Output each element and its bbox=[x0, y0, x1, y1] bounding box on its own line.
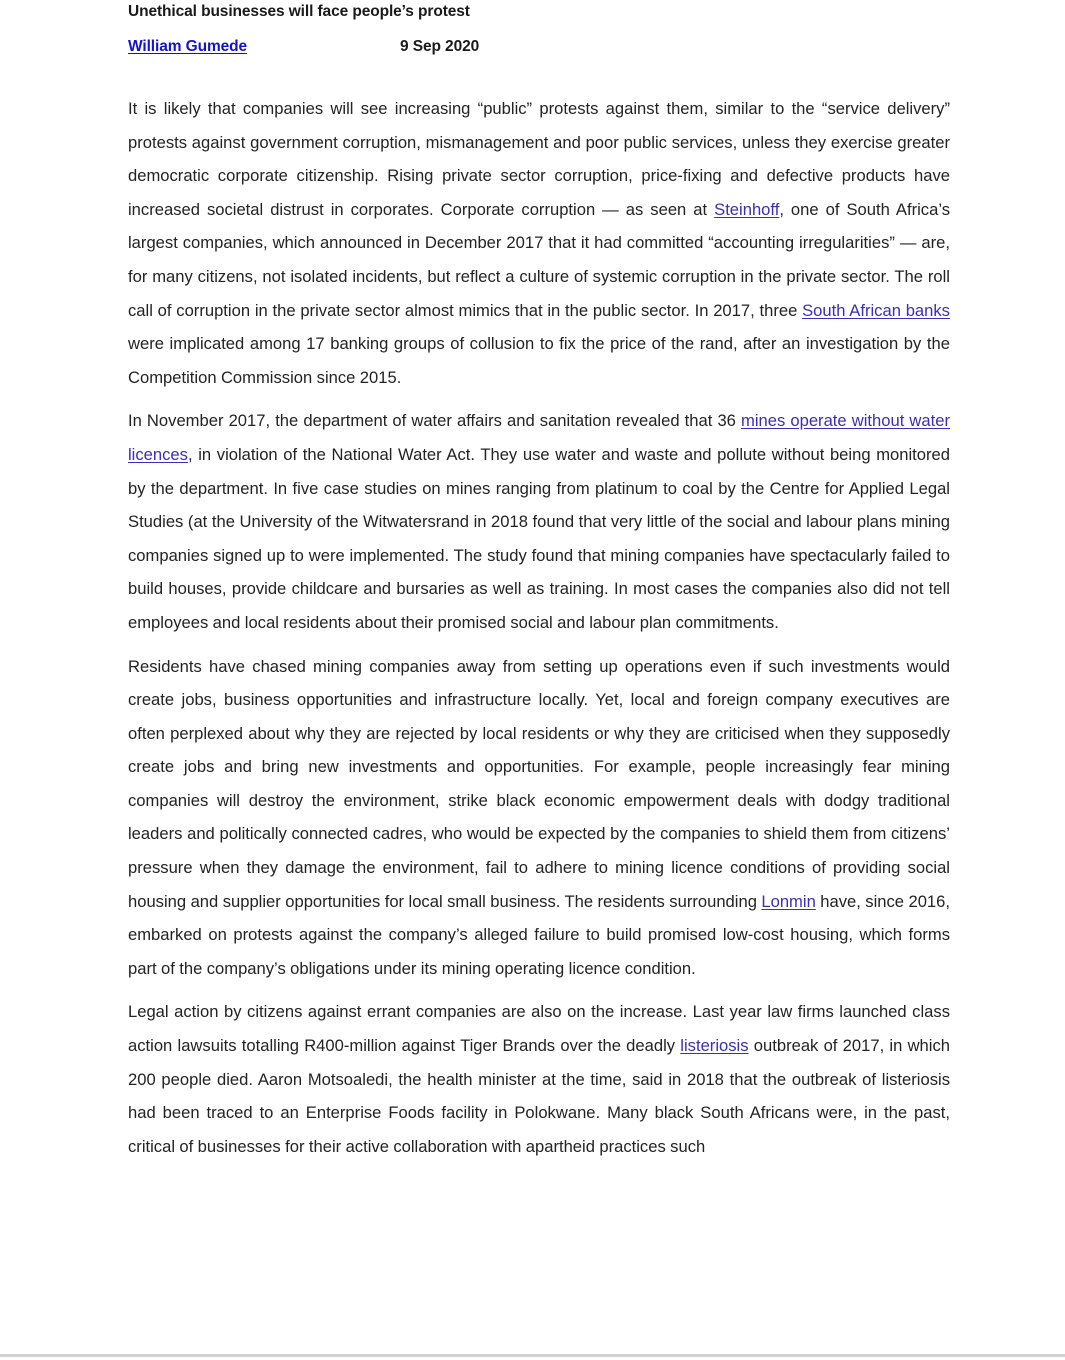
paragraph: In November 2017, the department of water affairs and sanitation revealed that 36 mines operate without water licences, in violation of the National Water Act. They use water and waste and pollute without being monitored by the department. In five case studies on mines ranging from platinum to coal by the Centre for Applied Legal Studies (at the University of the Witwatersrand in 2018 found that very little of the social and labour plans mining companies signed up to were implemented. The study found that mining companies have spectacularly failed to build houses, provide childcare and bursaries as well as training. In most cases the companies also did not tell employees and local residents about their promised social and labour plan commitments. bbox=[128, 411, 950, 632]
inline-link[interactable]: mines operate without water licences bbox=[128, 411, 950, 464]
paragraph: Residents have chased mining companies away from setting up operations even if such investments would create jobs, business opportunities and infrastructure locally. Yet, local and foreign company executives are often perplexed about why they are rejected by local residents or why they are criticised when they supposedly create jobs and bring new investments and opportunities. For example, people increasingly fear mining companies will destroy the environment, strike black economic empowerment deals with dodgy traditional leaders and politically connected cadres, who would be expected by the companies to shield them from citizens’ pressure when they damage the environment, fail to adhere to mining licence conditions of providing social housing and supplier opportunities for local small business. The residents surrounding Lonmin have, since 2016, embarked on protests against the company’s alleged failure to build promised low-cost housing, which forms part of the company’s obligations under its mining operating licence condition. bbox=[128, 656, 950, 978]
publication-date: 9 Sep 2020 bbox=[400, 38, 480, 55]
inline-link[interactable]: Steinhoff bbox=[714, 199, 780, 219]
inline-link[interactable]: South African banks bbox=[802, 300, 950, 320]
article-body bbox=[128, 92, 950, 1163]
paragraph: Legal action by citizens against errant companies are also on the increase. Last year law firms launched class action lawsuits totalling R400-million against Tiger Brands over the deadly listeriosis outbreak of 2017, in which 200 people died. Aaron Motsoaledi, the health minister at the time, said in 2018 that the outbreak of listeriosis had been traced to an Enterprise Foods facility in Polokwane. Many black South Africans were, in the past, critical of businesses for their active collaboration with apartheid practices such bbox=[128, 1002, 950, 1156]
page-title: Unethical businesses will face people’s protest bbox=[128, 3, 470, 20]
author-link[interactable]: William Gumede bbox=[128, 38, 248, 55]
inline-link[interactable]: listeriosis bbox=[680, 1036, 749, 1056]
page-divider bbox=[0, 1354, 1065, 1357]
paragraph: It is likely that companies will see increasing “public” protests against them, similar to the “service delivery” protests against government corruption, mismanagement and poor public services, unless they exercise greater democratic corporate citizenship. Rising private sector corruption, price-fixing and defective products have increased societal distrust in corporates. Corporate corruption — as seen at Steinhoff, one of South Africa’s largest companies, which announced in December 2017 that it had committed “accounting irregularities” — are, for many citizens, not isolated incidents, but reflect a culture of systemic corruption in the private sector. The roll call of corruption in the private sector almost mimics that in the public sector. In 2017, three South African banks were implicated among 17 banking groups of collusion to fix the price of the rand, after an investigation by the Competition Commission since 2015. bbox=[128, 99, 951, 387]
inline-link[interactable]: Lonmin bbox=[761, 891, 816, 911]
byline bbox=[128, 38, 950, 66]
document-content bbox=[128, 0, 950, 1163]
